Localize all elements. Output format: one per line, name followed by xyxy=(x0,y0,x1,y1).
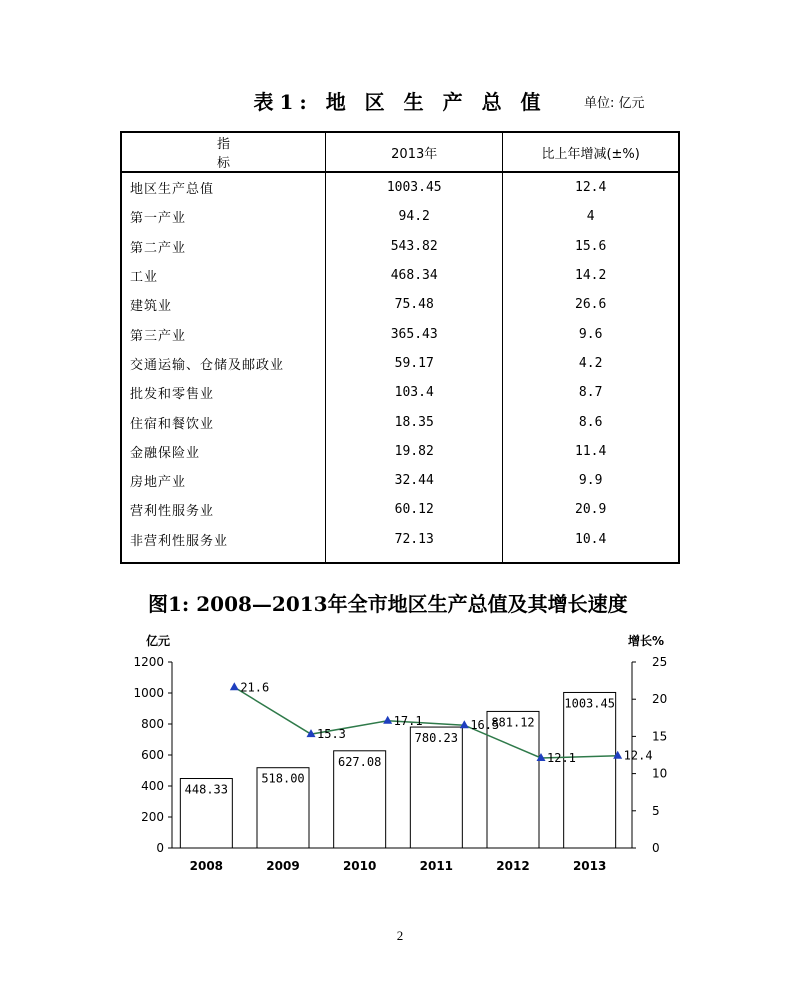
x-tick-label: 2011 xyxy=(419,859,454,873)
row-change: 26.6 xyxy=(503,290,679,319)
row-value: 18.35 xyxy=(326,407,503,436)
bar xyxy=(410,727,462,848)
row-value: 60.12 xyxy=(326,495,503,524)
left-tick-label: 400 xyxy=(141,779,164,793)
bar-value-label: 518.00 xyxy=(261,771,305,786)
row-name: 地区生产总值 xyxy=(121,172,326,202)
growth-marker xyxy=(460,720,469,728)
row-change: 15.6 xyxy=(503,232,679,261)
row-change: 11.4 xyxy=(503,437,679,466)
right-tick-label: 5 xyxy=(652,803,660,818)
page-number: 2 xyxy=(396,928,404,943)
x-tick-label: 2009 xyxy=(266,859,300,873)
left-tick-label: 1000 xyxy=(133,686,164,700)
row-value: 365.43 xyxy=(326,319,503,348)
growth-value-label: 17.1 xyxy=(393,713,423,728)
row-name: 第一产业 xyxy=(121,202,326,231)
row-name: 金融保险业 xyxy=(121,437,326,466)
row-value: 1003.45 xyxy=(326,172,503,202)
row-value: 59.17 xyxy=(326,349,503,378)
row-value: 72.13 xyxy=(326,525,503,563)
growth-marker xyxy=(230,682,239,690)
x-tick-label: 2013 xyxy=(572,859,607,873)
right-tick-label: 15 xyxy=(652,729,668,744)
bar-value-label: 627.08 xyxy=(337,754,382,769)
bar-value-label: 448.33 xyxy=(184,782,229,797)
row-name: 工业 xyxy=(121,261,326,290)
left-tick-label: 1200 xyxy=(133,655,164,669)
row-name: 建筑业 xyxy=(121,290,326,319)
row-name: 批发和零售业 xyxy=(121,378,326,407)
right-tick-label: 10 xyxy=(652,766,668,781)
unit-label: 单位: 亿元 xyxy=(584,96,645,111)
x-tick-label: 2010 xyxy=(342,859,377,873)
growth-value-label: 12.1 xyxy=(547,750,576,765)
row-change: 14.2 xyxy=(503,261,679,290)
row-change: 10.4 xyxy=(503,525,679,563)
header-change: 比上年增减(±%) xyxy=(503,132,679,172)
right-axis-unit: 增长% xyxy=(628,634,665,648)
x-tick-label: 2008 xyxy=(189,859,224,873)
figure-title: 图1: 2008—2013年全市地区生产总值及其增长速度 xyxy=(148,592,628,616)
row-change: 4.2 xyxy=(503,349,679,378)
growth-value-label: 12.4 xyxy=(623,748,653,763)
row-name: 第二产业 xyxy=(121,232,326,261)
x-tick-label: 2012 xyxy=(496,859,530,873)
growth-value-label: 16.5 xyxy=(470,718,500,733)
row-value: 543.82 xyxy=(326,232,503,261)
row-change: 4 xyxy=(503,202,679,231)
row-change: 8.7 xyxy=(503,378,679,407)
header-indicator: 指 标 xyxy=(121,132,326,172)
row-name: 非营利性服务业 xyxy=(121,525,326,563)
row-change: 8.6 xyxy=(503,407,679,436)
bar-value-label: 1003.45 xyxy=(564,696,615,711)
bar-value-label: 780.23 xyxy=(414,731,459,746)
row-change: 12.4 xyxy=(503,172,679,202)
growth-value-label: 15.3 xyxy=(317,727,346,742)
left-tick-label: 800 xyxy=(141,717,164,731)
row-name: 第三产业 xyxy=(121,319,326,348)
left-tick-label: 0 xyxy=(156,841,164,855)
left-tick-label: 200 xyxy=(141,810,164,824)
bar xyxy=(564,692,616,848)
row-change: 9.9 xyxy=(503,466,679,495)
row-change: 20.9 xyxy=(503,495,679,524)
right-tick-label: 20 xyxy=(652,692,668,707)
row-value: 19.82 xyxy=(326,437,503,466)
row-value: 103.4 xyxy=(326,378,503,407)
right-tick-label: 0 xyxy=(652,841,660,855)
header-year: 2013年 xyxy=(326,132,503,172)
right-tick-label: 25 xyxy=(652,655,668,669)
row-name: 营利性服务业 xyxy=(121,495,326,524)
row-value: 94.2 xyxy=(326,202,503,231)
table-title: 表1: 地 区 生 产 总 值 xyxy=(253,90,547,114)
left-tick-label: 600 xyxy=(141,748,164,762)
bar-value-label: 881.12 xyxy=(491,715,535,730)
row-name: 交通运输、仓储及邮政业 xyxy=(121,349,326,378)
row-value: 468.34 xyxy=(326,261,503,290)
row-value: 32.44 xyxy=(326,466,503,495)
row-change: 9.6 xyxy=(503,319,679,348)
growth-marker xyxy=(383,716,392,724)
row-value: 75.48 xyxy=(326,290,503,319)
left-axis-unit: 亿元 xyxy=(146,634,171,648)
row-name: 房地产业 xyxy=(121,466,326,495)
growth-value-label: 21.6 xyxy=(240,680,270,695)
row-name: 住宿和餐饮业 xyxy=(121,407,326,436)
